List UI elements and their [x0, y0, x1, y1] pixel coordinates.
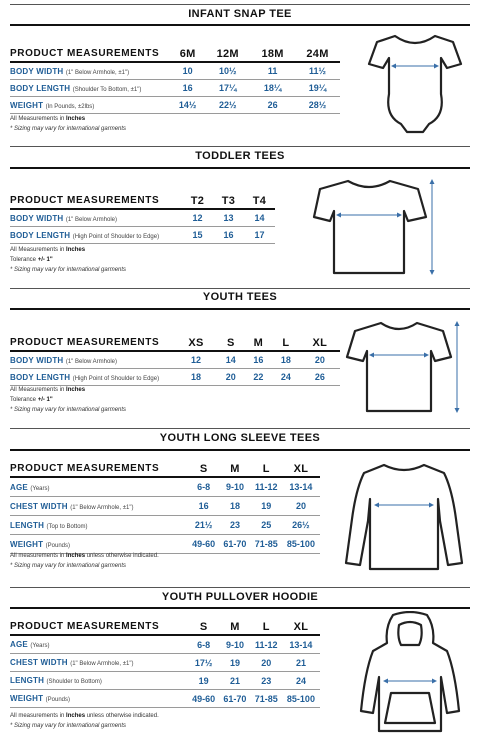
tolerance-note: Tolerance +/- 1": [10, 397, 53, 403]
infant-bodysuit-icon: [365, 28, 465, 138]
units-note: All Measurements in Inches: [10, 247, 86, 253]
table-row: [10, 369, 340, 386]
table-cell: 61-70: [219, 690, 250, 708]
row-label: AGE (Years): [10, 635, 188, 654]
size-header: XL: [293, 462, 309, 475]
section-top-rule: [10, 428, 470, 429]
row-label: BODY WIDTH (1" Below Armhole): [10, 351, 175, 369]
row-label: BODY WIDTH (1" Below Armhole, ±1"): [10, 62, 170, 80]
size-header: 24M: [306, 47, 329, 60]
row-label: WEIGHT (Pounds): [10, 535, 188, 554]
table-row: [10, 690, 320, 708]
table-cell: 71-85: [251, 535, 282, 554]
section-title-rule: [10, 607, 470, 609]
row-label: BODY LENGTH (Shoulder To Bottom, ±1"): [10, 80, 170, 97]
section-youth-pullover-hoodie: [10, 587, 470, 741]
section-title: YOUTH LONG SLEEVE TEES: [159, 432, 321, 444]
row-note: (Years): [30, 485, 50, 492]
section-youth-tees: [10, 287, 470, 427]
measurement-notes: [10, 245, 126, 275]
row-note: (1" Below Armhole): [65, 216, 117, 223]
row-label: WEIGHT (In Pounds, ±2lbs): [10, 97, 170, 114]
table-header-label: PRODUCT MEASUREMENTS: [10, 195, 160, 206]
row-label: CHEST WIDTH (1" Below Armhole, ±1"): [10, 497, 188, 516]
table-cell: 18¼: [250, 80, 295, 97]
table-cell: 16: [188, 497, 219, 516]
table-cell: 18: [219, 497, 250, 516]
table-row: [10, 635, 320, 654]
table-cell: 17¼: [205, 80, 250, 97]
intl-note: * Sizing may vary for international garments: [10, 267, 127, 273]
intl-note: * Sizing may vary for international garments: [10, 563, 127, 569]
row-note: (1" Below Armhole, ±1"): [70, 504, 134, 511]
section-infant-snap-tee: [10, 0, 470, 145]
table-cell: 17: [244, 227, 275, 244]
table-cell: 20: [217, 369, 245, 386]
row-label: LENGTH (Top to Bottom): [10, 516, 188, 535]
section-title-rule: [10, 449, 470, 451]
tolerance-note: Tolerance +/- 1": [10, 257, 53, 263]
table-row: [10, 516, 320, 535]
size-header: XS: [188, 336, 204, 349]
section-youth-long-sleeve-tees: [10, 427, 470, 587]
measurement-table: [10, 335, 340, 386]
table-cell: 85-100: [282, 535, 320, 554]
size-header: T4: [252, 194, 267, 207]
measurement-notes: [10, 551, 159, 571]
row-note: (High Point of Shoulder to Edge): [72, 375, 160, 382]
section-title: YOUTH PULLOVER HOODIE: [161, 591, 319, 603]
table-cell: 19: [188, 672, 219, 690]
table-cell: 20: [282, 497, 320, 516]
size-header: 12M: [216, 47, 239, 60]
table-cell: 10: [170, 62, 205, 80]
row-note: (Pounds): [45, 542, 70, 549]
table-cell: 11½: [295, 62, 340, 80]
section-top-rule: [10, 288, 470, 289]
table-cell: 11-12: [251, 635, 282, 654]
table-cell: 22: [245, 369, 273, 386]
table-cell: 13-14: [282, 477, 320, 497]
row-note: (In Pounds, ±2lbs): [45, 103, 95, 110]
measurement-notes: [10, 711, 159, 731]
section-title-rule: [10, 308, 470, 310]
table-cell: 12: [175, 351, 217, 369]
table-cell: 21: [282, 654, 320, 672]
table-cell: 49-60: [188, 535, 219, 554]
table-cell: 19: [251, 497, 282, 516]
row-label: WEIGHT (Pounds): [10, 690, 188, 708]
table-cell: 61-70: [219, 535, 250, 554]
table-row: [10, 672, 320, 690]
section-title-rule: [10, 167, 470, 169]
table-header-label: PRODUCT MEASUREMENTS: [10, 621, 160, 632]
table-cell: 15: [182, 227, 213, 244]
row-note: (1" Below Armhole): [65, 358, 117, 365]
tshirt-icon: [312, 173, 462, 281]
section-title: INFANT SNAP TEE: [188, 8, 292, 20]
table-cell: 26: [250, 97, 295, 114]
table-row: [10, 351, 340, 369]
table-cell: 23: [251, 672, 282, 690]
row-note: (Pounds): [45, 697, 70, 703]
size-header: S: [199, 462, 208, 475]
section-title: YOUTH TEES: [202, 291, 278, 303]
size-header: M: [253, 336, 264, 349]
table-cell: 20: [251, 654, 282, 672]
intl-note: * Sizing may vary for international garments: [10, 723, 127, 729]
table-cell: 25: [251, 516, 282, 535]
row-note: (Years): [30, 643, 50, 649]
units-note: All measurements in Inches unless otherwise indicated.: [10, 713, 159, 719]
table-cell: 18: [272, 351, 300, 369]
size-header: S: [226, 336, 235, 349]
row-label: LENGTH (Shoulder to Bottom): [10, 672, 188, 690]
table-cell: 28½: [295, 97, 340, 114]
row-label: AGE (Years): [10, 477, 188, 497]
table-cell: 26½: [282, 516, 320, 535]
table-row: [10, 654, 320, 672]
table-cell: 14: [244, 209, 275, 227]
table-cell: 6-8: [188, 477, 219, 497]
table-row: [10, 62, 340, 80]
table-row: [10, 477, 320, 497]
row-note: (1" Below Armhole, ±1"): [65, 69, 130, 76]
table-row: [10, 497, 320, 516]
table-cell: 10½: [205, 62, 250, 80]
section-title: TODDLER TEES: [195, 150, 285, 162]
row-note: (1" Below Armhole, ±1"): [70, 661, 134, 667]
table-cell: 19¼: [295, 80, 340, 97]
table-cell: 21: [219, 672, 250, 690]
table-cell: 6-8: [188, 635, 219, 654]
size-header: 18M: [261, 47, 284, 60]
units-note: All Measurements in Inches: [10, 387, 86, 393]
table-cell: 22½: [205, 97, 250, 114]
table-cell: 20: [300, 351, 340, 369]
row-label: BODY LENGTH (High Point of Shoulder to Edge): [10, 369, 175, 386]
size-header: XL: [312, 336, 328, 349]
section-top-rule: [10, 4, 470, 5]
table-cell: 16: [170, 80, 205, 97]
measurement-notes: [10, 114, 126, 134]
table-cell: 9-10: [219, 477, 250, 497]
row-label: BODY LENGTH (High Point of Shoulder to Edge): [10, 227, 182, 244]
table-cell: 23: [219, 516, 250, 535]
size-header: XL: [293, 620, 309, 633]
hoodie-icon: [355, 611, 465, 739]
table-cell: 16: [213, 227, 244, 244]
row-note: (Top to Bottom): [46, 523, 88, 530]
tshirt-icon: [345, 317, 475, 417]
table-header-label: PRODUCT MEASUREMENTS: [10, 48, 160, 59]
measurement-table: [10, 46, 340, 114]
table-cell: 11-12: [251, 477, 282, 497]
size-header: L: [282, 336, 290, 349]
table-cell: 85-100: [282, 690, 320, 708]
table-row: [10, 227, 275, 244]
size-header: T2: [190, 194, 205, 207]
table-cell: 24: [282, 672, 320, 690]
measurement-notes: [10, 385, 126, 415]
measurement-table: [10, 461, 320, 554]
table-cell: 19: [219, 654, 250, 672]
table-cell: 14: [217, 351, 245, 369]
row-label: BODY WIDTH (1" Below Armhole): [10, 209, 182, 227]
section-toddler-tees: [10, 145, 470, 287]
table-row: [10, 97, 340, 114]
table-cell: 14½: [170, 97, 205, 114]
units-note: All Measurements in Inches: [10, 116, 86, 122]
intl-note: * Sizing may vary for international garments: [10, 407, 127, 413]
table-cell: 17½: [188, 654, 219, 672]
table-cell: 11: [250, 62, 295, 80]
table-row: [10, 209, 275, 227]
row-label: CHEST WIDTH (1" Below Armhole, ±1"): [10, 654, 188, 672]
intl-note: * Sizing may vary for international garments: [10, 126, 127, 132]
table-cell: 13: [213, 209, 244, 227]
table-cell: 26: [300, 369, 340, 386]
size-header: 6M: [179, 47, 196, 60]
table-cell: 13-14: [282, 635, 320, 654]
table-cell: 21½: [188, 516, 219, 535]
measurement-table: [10, 619, 320, 708]
section-top-rule: [10, 587, 470, 588]
section-title-rule: [10, 24, 470, 26]
table-cell: 9-10: [219, 635, 250, 654]
long-sleeve-tee-icon: [340, 459, 470, 581]
table-cell: 18: [175, 369, 217, 386]
section-top-rule: [10, 146, 470, 147]
table-cell: 24: [272, 369, 300, 386]
units-note: All measurements in Inches unless otherwise indicated.: [10, 553, 159, 559]
size-header: L: [262, 620, 270, 633]
table-row: [10, 80, 340, 97]
row-note: (Shoulder to Bottom): [46, 679, 102, 685]
table-cell: 49-60: [188, 690, 219, 708]
table-cell: 71-85: [251, 690, 282, 708]
size-header: M: [230, 462, 240, 475]
row-note: (Shoulder To Bottom, ±1"): [72, 86, 142, 93]
size-header: M: [230, 620, 240, 633]
size-header: T3: [221, 194, 236, 207]
row-note: (High Point of Shoulder to Edge): [72, 233, 160, 240]
table-cell: 16: [245, 351, 273, 369]
table-cell: 12: [182, 209, 213, 227]
table-header-label: PRODUCT MEASUREMENTS: [10, 337, 160, 348]
size-header: L: [262, 462, 270, 475]
table-header-label: PRODUCT MEASUREMENTS: [10, 463, 160, 474]
measurement-table: [10, 193, 275, 244]
size-header: S: [199, 620, 208, 633]
